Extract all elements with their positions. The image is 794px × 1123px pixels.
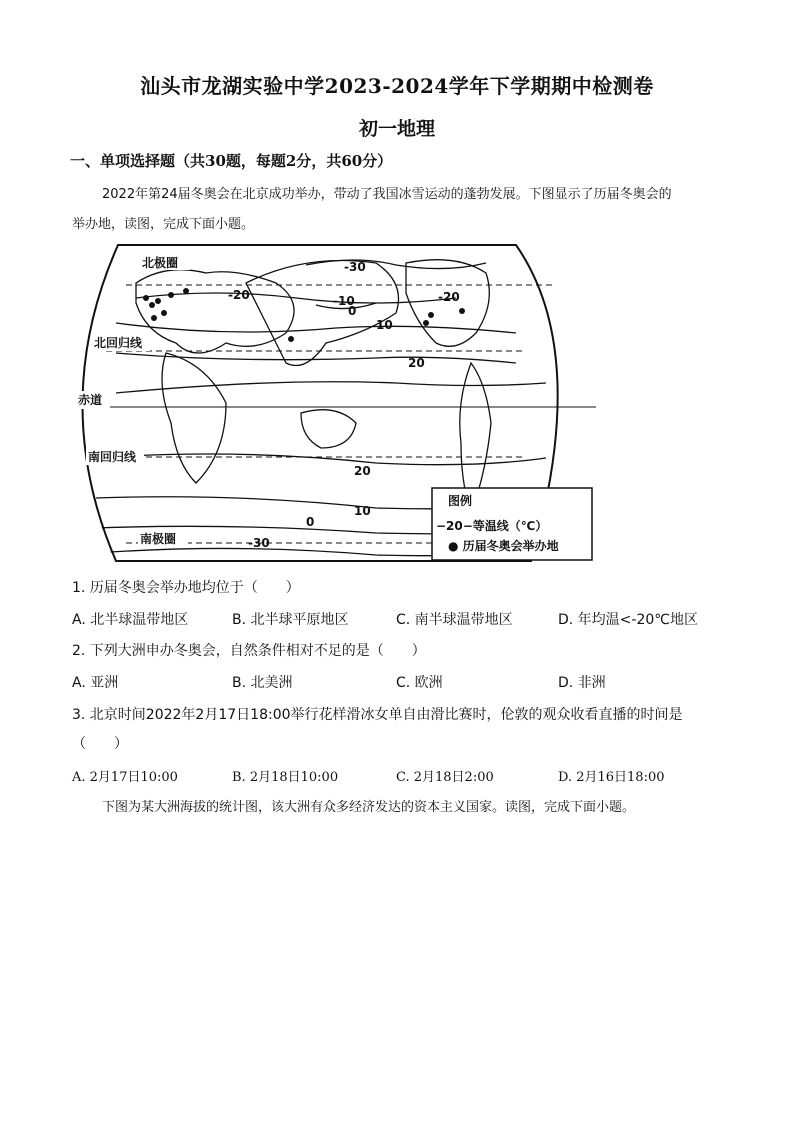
page-subtitle: 初一地理 bbox=[358, 118, 435, 140]
q1-option-b[interactable]: B. 北半球平原地区 bbox=[232, 612, 349, 628]
equator-label: 赤道 bbox=[78, 393, 103, 407]
section-heading: 一、单项选择题（共30题，每题2分，共60分） bbox=[70, 152, 393, 170]
intro-paragraph bbox=[72, 180, 722, 240]
isotherm-label: 20 bbox=[354, 464, 371, 478]
legend-title: 图例 bbox=[448, 494, 473, 508]
q2-option-d[interactable]: D. 非洲 bbox=[558, 675, 606, 691]
isotherm-label: -30 bbox=[344, 260, 366, 274]
legend-isotherm: −20−等温线（℃） bbox=[436, 519, 548, 533]
host-site-dot bbox=[149, 302, 155, 308]
q3-option-a[interactable]: A. 2月17日10:00 bbox=[72, 770, 178, 785]
q3-option-b[interactable]: B. 2月18日10:00 bbox=[232, 770, 339, 785]
host-site-dot bbox=[161, 310, 167, 316]
question-3-stem-cont: （ ） bbox=[72, 736, 128, 752]
legend-host-site: ● 历届冬奥会举办地 bbox=[448, 539, 559, 553]
tropic-capricorn-label: 南回归线 bbox=[88, 450, 137, 464]
world-isotherm-map bbox=[76, 243, 596, 565]
host-site-dot bbox=[288, 336, 294, 342]
host-site-dot bbox=[168, 292, 174, 298]
isotherm-label: -10 bbox=[333, 294, 355, 308]
tropic-cancer-label: 北回归线 bbox=[94, 336, 143, 350]
intro-line-1: 2022年第24届冬奥会在北京成功举办，带动了我国冰雪运动的蓬勃发展。下图显示了历届冬奥会的 bbox=[102, 187, 672, 202]
isotherm-label: -20 bbox=[438, 290, 460, 304]
arctic-circle-label: 北极圈 bbox=[142, 256, 179, 270]
page-title: 汕头市龙湖实验中学2023-2024学年下学期期中检测卷 bbox=[140, 74, 654, 98]
host-site-dot bbox=[428, 312, 434, 318]
intro-2-paragraph: 下图为某大洲海拔的统计图，该大洲有众多经济发达的资本主义国家。读图，完成下面小题。 bbox=[102, 800, 636, 815]
host-site-dot bbox=[183, 288, 189, 294]
host-site-dot bbox=[155, 298, 161, 304]
q1-option-c[interactable]: C. 南半球温带地区 bbox=[396, 612, 513, 628]
q3-option-c[interactable]: C. 2月18日2:00 bbox=[396, 770, 494, 785]
question-1-stem: 1. 历届冬奥会举办地均位于（ ） bbox=[72, 580, 300, 596]
isotherm-label: 10 bbox=[376, 318, 393, 332]
host-site-dot bbox=[459, 308, 465, 314]
q1-option-d[interactable]: D. 年均温<-20℃地区 bbox=[558, 612, 698, 628]
q3-option-d[interactable]: D. 2月16日18:00 bbox=[558, 770, 665, 785]
host-site-dot bbox=[143, 295, 149, 301]
isotherm-label: -20 bbox=[228, 288, 250, 302]
question-2-stem: 2. 下列大洲申办冬奥会，自然条件相对不足的是（ ） bbox=[72, 643, 426, 659]
host-site-dot bbox=[423, 320, 429, 326]
q2-option-b[interactable]: B. 北美洲 bbox=[232, 675, 293, 691]
question-3-stem: 3. 北京时间2022年2月17日18:00举行花样滑冰女单自由滑比赛时，伦敦的观众收看直播的时间是 bbox=[72, 707, 683, 723]
host-site-dot bbox=[151, 315, 157, 321]
antarctic-circle-label: 南极圈 bbox=[140, 532, 177, 546]
isotherm-label: 0 bbox=[306, 515, 315, 529]
q2-option-c[interactable]: C. 欧洲 bbox=[396, 675, 443, 691]
intro-line-2: 举办地，读图，完成下面小题。 bbox=[72, 217, 255, 232]
isotherm-label: 10 bbox=[354, 504, 371, 518]
isotherm-label: 0 bbox=[348, 304, 357, 318]
q1-option-a[interactable]: A. 北半球温带地区 bbox=[72, 612, 189, 628]
isotherm-label: 20 bbox=[408, 356, 425, 370]
map-legend bbox=[432, 488, 592, 560]
q2-option-a[interactable]: A. 亚洲 bbox=[72, 675, 119, 691]
isotherm-label: -30 bbox=[248, 536, 270, 550]
